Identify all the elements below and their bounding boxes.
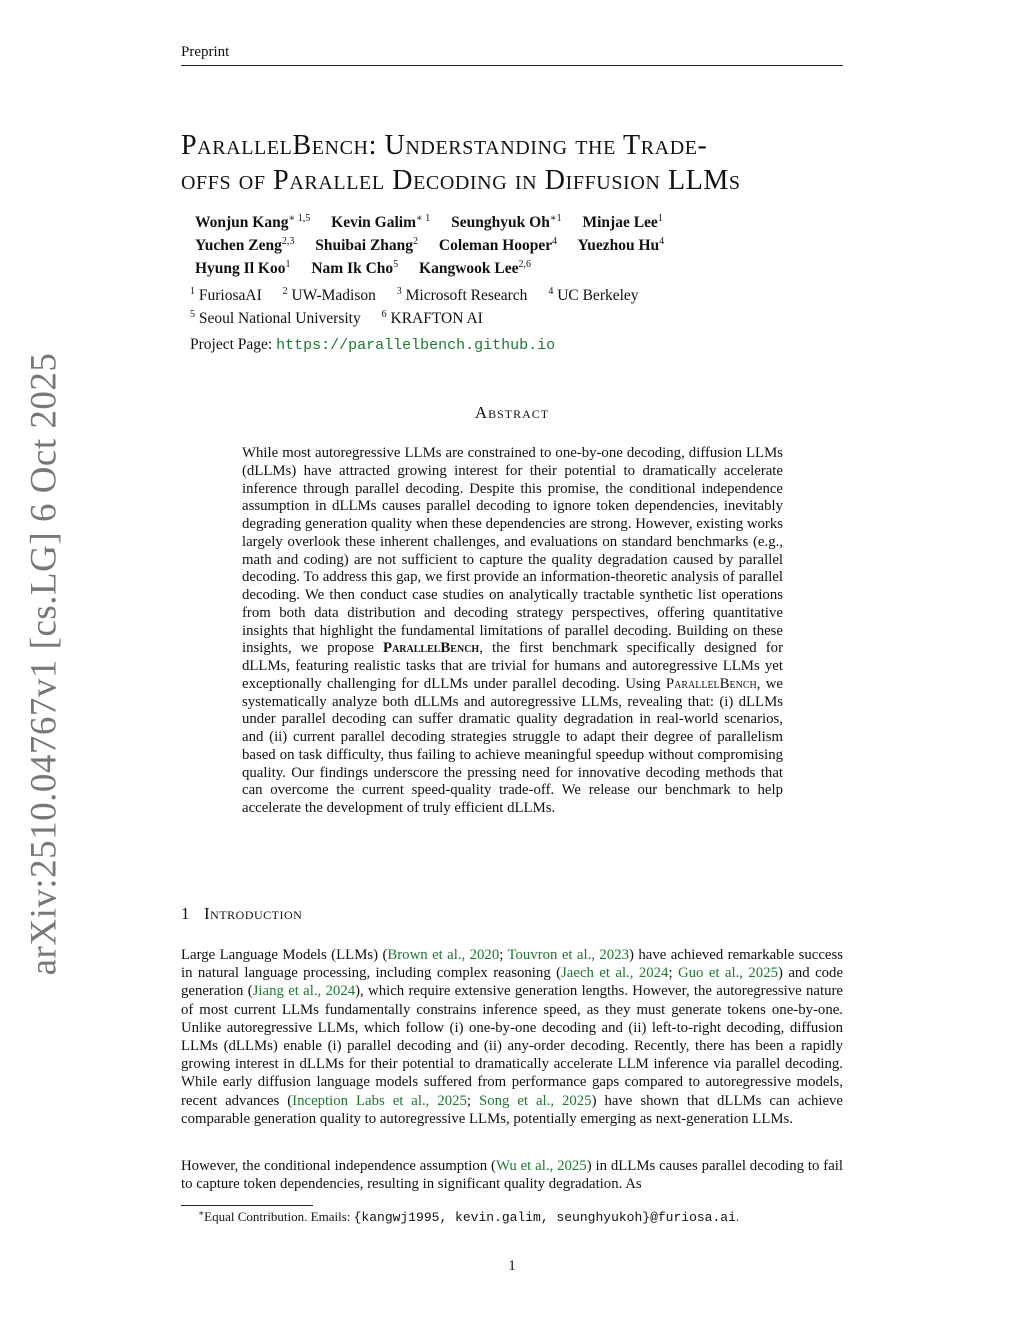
affiliation-row [190,282,830,305]
author-row [195,209,835,232]
section-heading-introduction: 1 Introduction [181,904,303,923]
affiliation: $^2$ UW-Madison [282,286,376,304]
introduction-paragraph: Large Language Models (LLMs) (Brown et al., 2020; Touvron et al., 2023) have achieved remarkable success in natural language processing, including complex reasoning (Jaech et al., 2024; Guo et al., 2025) and code generation (Jiang et al., 2024), which require extensive generation lengths. However, the autoregressive nature of most current LLMs fundamentally constrains inference speed, as they must generate tokens one-by-one. Unlike autoregressive LLMs, which follow (i) one-by-one decoding and (ii) left-to-right decoding, diffusion LLMs (dLLMs) enable (i) parallel decoding and (ii) any-order decoding. Recently, there has been a rapidly growing interest in dLLMs for their potential to dramatically accelerate LLM inference via parallel decoding. While early diffusion language models suffered from performance gaps compared to autoregressive models, recent advances (Inception Labs et al., 2025; Song et al., 2025) have shown that dLLMs can achieve comparable generation quality to autoregressive LLMs, potentially emerging as next-generation LLMs. [181,947,844,1127]
author: Wonjun Kang$^{∗ 1,5}$ [195,213,311,231]
project-page [190,336,555,354]
introduction-paragraph: However, the conditional independence assumption (Wu et al., 2025) in dLLMs causes parallel decoding to fail to capture token dependencies, resulting in significant quality degradation. As [181,1158,843,1193]
citation-link[interactable]: Jaech et al., 2024 [561,965,669,982]
author: Kangwook Lee$^{2,6}$ [419,259,531,277]
project-page-link[interactable]: https://parallelbench.github.io [276,337,556,354]
author-row [195,255,835,278]
affiliation-row [190,305,830,328]
citation-link[interactable]: Jiang et al., 2024 [252,983,356,1000]
author-row [195,232,835,255]
footnote-emails: {kangwj1995, kevin.galim, seunghyukoh}@furiosa.ai [353,1210,736,1225]
benchmark-name: ParallelBench [665,675,757,692]
author: Nam Ik Cho$^5$ [311,259,399,277]
author: Minjae Lee$^1$ [582,213,663,231]
abstract-body: While most autoregressive LLMs are constrained to one-by-one decoding, diffusion LLMs (dLLMs) have attracted growing interest for their potential to dramatically accelerate inference through parallel decoding. Despite this promise, the conditional independence assumption in dLLMs causes parallel decoding to ignore token dependencies, inevitably degrading generation quality when these dependencies are strong. However, existing works largely overlook these inherent challenges, and evaluations on standard benchmarks (e.g., math and coding) are not sufficient to capture the quality degradation caused by parallel decoding. To address this gap, we first provide an information-theoretic analysis of parallel decoding. We then conduct case studies on analytically tractable synthetic list operations from both data distribution and decoding strategy perspectives, offering quantitative insights that highlight the fundamental limitations of parallel decoding. Building on these insights, we propose ParallelBench, the first benchmark specifically designed for dLLMs, featuring realistic tasks that are trivial for humans and autoregressive LLMs yet exceptionally challenging for dLLMs under parallel decoding. Using ParallelBench, we systematically analyze both dLLMs and autoregressive LLMs, revealing that: (i) dLLMs under parallel decoding can suffer dramatic quality degradation in real-world scenarios, and (ii) current parallel decoding strategies struggle to adapt their degree of parallelism based on task difficulty, thus failing to achieve meaningful speedup without compromising quality. Our findings underscore the pressing need for innovative decoding methods that can overcome the current speed-quality trade-off. We release our benchmark to help accelerate the development of truly efficient dLLMs. [242,445,783,816]
affiliation: $^3$ Microsoft Research [396,286,528,304]
citation-link[interactable]: Wu et al., 2025 [495,1158,587,1174]
project-page-label: Project Page: [190,336,273,353]
author: Shuibai Zhang$^2$ [315,236,419,254]
affiliation: $^4$ UC Berkeley [548,286,639,304]
abstract-heading: Abstract [474,403,550,422]
citation-link[interactable]: Inception Labs et al., 2025 [292,1092,467,1109]
footnote-rule [181,1205,313,1206]
affiliation: $^5$ Seoul National University [190,309,361,327]
citation-link[interactable]: Song et al., 2025 [478,1092,592,1109]
author: Kevin Galim$^{∗ 1}$ [331,213,431,231]
running-head: Preprint [181,44,843,66]
citation-link[interactable]: Guo et al., 2025 [677,965,778,982]
benchmark-name: ParallelBench [383,640,480,657]
author: Hyung Il Koo$^1$ [195,259,291,277]
citation-link[interactable]: Brown et al., 2020 [387,947,500,963]
paper-title [181,128,851,198]
affiliation-list [190,282,830,328]
title-line-2: offs of Parallel Decoding in Diffusion LLMs [181,165,741,196]
author: Coleman Hooper$^4$ [438,236,558,254]
page-number: 1 [508,1258,516,1274]
citation-link[interactable]: Touvron et al., 2023 [507,947,630,963]
arxiv-identifier-stamp: arXiv:2510.04767v1 [cs.LG] 6 Oct 2025 [23,352,65,976]
author: Yuezhou Hu$^4$ [577,236,665,254]
author: Seunghyuk $Oh^{∗1}$ [451,213,562,231]
title-line-1: ParallelBench: Understanding the Trade- [181,130,708,161]
affiliation: $^1$ FuriosaAI [190,286,262,304]
author: Yuchen Zeng$^{2,3}$ [195,236,295,254]
footnote: ∗Equal Contribution. Emails: {kangwj1995, kevin.galim, seunghyukoh}@furiosa.ai. [198,1208,740,1225]
author-list [195,209,835,278]
affiliation: $^6$ KRAFTON AI [381,309,483,327]
